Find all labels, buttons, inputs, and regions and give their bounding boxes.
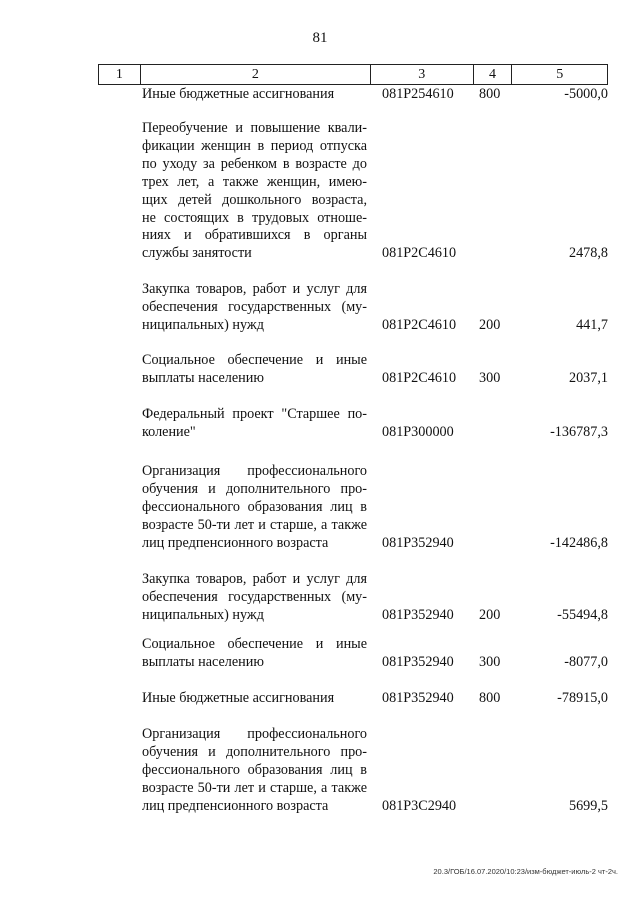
description-line: фессионального образования лиц в <box>142 761 367 778</box>
row-amount: 2037,1 <box>568 369 608 386</box>
description-line: по уходу за ребенком в возрасте до <box>142 155 367 172</box>
row-description <box>142 352 367 388</box>
row-description <box>142 406 367 442</box>
table-header <box>98 64 608 85</box>
row-amount: -142486,8 <box>550 534 608 551</box>
description-line: щих детей дошкольного возраста, <box>142 191 367 208</box>
header-col-4: 4 <box>474 65 513 84</box>
row-amount: -78915,0 <box>557 690 608 706</box>
description-line: Организация профессионального <box>142 726 367 742</box>
row-code: 081P352940 <box>382 606 454 623</box>
description-line: ниях и обратившихся в органы <box>142 227 367 244</box>
description-line: Организация профессионального <box>142 463 367 479</box>
description-line: возрасте 50-ти лет и старше, а также <box>142 516 367 533</box>
description-line: Закупка товаров, работ и услуг для <box>142 281 367 297</box>
description-line: лиц предпенсионного возраста <box>142 534 329 551</box>
footer-note: 20.3/ГОБ/16.07.2020/10:23/изм-бюджет-июль-2 чт-2ч. <box>433 867 618 876</box>
row-description <box>142 120 367 263</box>
row-code: 081P352940 <box>382 690 454 706</box>
row-code: 081P300000 <box>382 423 454 440</box>
row-description <box>142 571 367 625</box>
description-line: Социальное обеспечение и иные <box>142 636 367 652</box>
description-line: ниципальных) нужд <box>142 316 264 333</box>
row-expense-type: 200 <box>479 606 501 623</box>
description-line: обеспечения государственных (му- <box>142 588 367 605</box>
row-description <box>142 86 367 104</box>
row-code: 081P3C2940 <box>382 797 457 814</box>
header-col-5: 5 <box>556 67 564 82</box>
row-description <box>142 726 367 816</box>
description-line: обеспечения государственных (му- <box>142 298 367 315</box>
row-amount: -5000,0 <box>564 86 608 102</box>
description-line: фессионального образования лиц в <box>142 498 367 515</box>
description-line: возрасте 50-ти лет и старше, а также <box>142 779 367 796</box>
row-amount: 2478,8 <box>568 245 608 262</box>
row-description <box>142 690 367 708</box>
row-amount: 441,7 <box>576 316 608 333</box>
header-col-2: 2 <box>141 65 371 84</box>
description-line: Переобучение и повышение квали- <box>142 120 367 136</box>
row-code: 081P2C4610 <box>382 245 457 262</box>
description-line: Иные бюджетные ассигнования <box>142 86 335 102</box>
row-description <box>142 281 367 335</box>
header-col-1: 1 <box>99 65 141 84</box>
description-line: трех лет, а также женщин, имею- <box>142 173 367 190</box>
header-col-3: 3 <box>371 65 474 84</box>
description-line: Иные бюджетные ассигнования <box>142 690 335 706</box>
row-amount: 5699,5 <box>568 797 608 814</box>
row-code: 081P352940 <box>382 534 454 551</box>
description-line: коление" <box>142 423 196 440</box>
description-line: Закупка товаров, работ и услуг для <box>142 571 367 587</box>
description-line: обучения и дополнительного про- <box>142 743 367 760</box>
description-line: обучения и дополнительного про- <box>142 480 367 497</box>
description-line: Федеральный проект "Старшее по- <box>142 406 367 422</box>
row-code: 081P2C4610 <box>382 369 457 386</box>
page-number: 81 <box>312 30 328 46</box>
row-description <box>142 636 367 672</box>
row-code: 081P352940 <box>382 653 454 670</box>
row-expense-type: 800 <box>479 86 501 102</box>
description-line: не состоящих в трудовых отноше- <box>142 209 367 226</box>
description-line: фикации женщин в период отпуска <box>142 137 367 154</box>
description-line: выплаты населению <box>142 653 264 670</box>
row-expense-type: 300 <box>479 369 501 386</box>
description-line: лиц предпенсионного возраста <box>142 797 329 814</box>
description-line: ниципальных) нужд <box>142 606 264 623</box>
row-expense-type: 300 <box>479 653 501 670</box>
description-line: службы занятости <box>142 245 252 262</box>
row-expense-type: 200 <box>479 316 501 333</box>
row-code: 081P2C4610 <box>382 316 457 333</box>
row-expense-type: 800 <box>479 690 501 706</box>
description-line: выплаты населению <box>142 369 264 386</box>
row-description <box>142 463 367 553</box>
row-amount: -136787,3 <box>550 423 608 440</box>
row-amount: -55494,8 <box>557 606 608 623</box>
description-line: Социальное обеспечение и иные <box>142 352 367 368</box>
row-amount: -8077,0 <box>564 653 608 670</box>
row-code: 081P254610 <box>382 86 454 102</box>
